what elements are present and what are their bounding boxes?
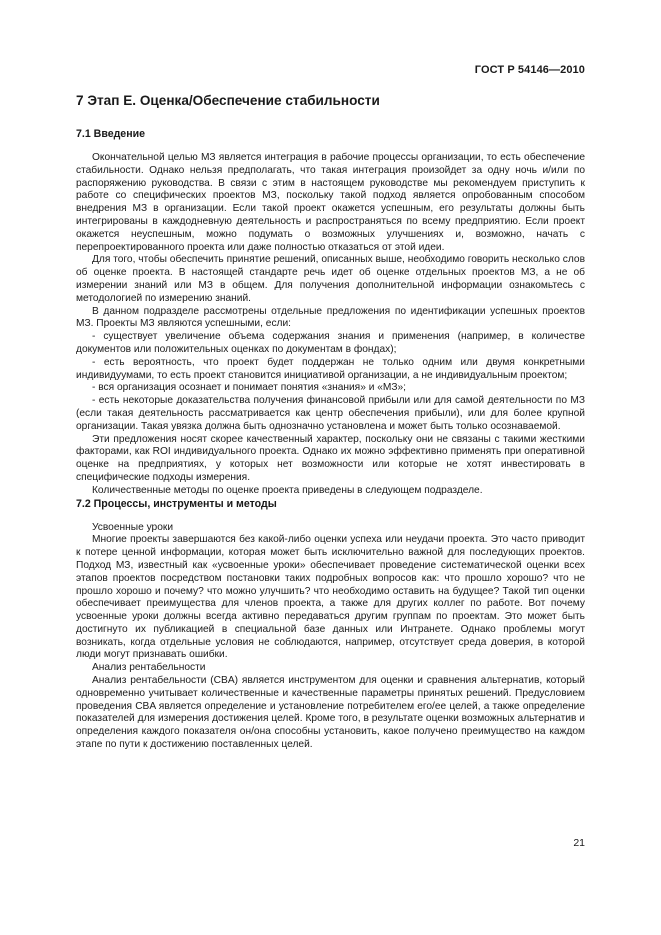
subsection-title-intro: 7.1 Введение [76,128,146,140]
page-content [76,92,585,752]
paragraph: Количественные методы по оценке проекта приведены в следующем подразделе. [92,484,483,496]
paragraph: Для того, чтобы обеспечить принятие решений, описанных выше, необходимо говорить несколько слов об оценке проекта. В настоящей стандарте речь идет об оценке отдельных проектов МЗ, а не об измерении знаний или МЗ в общем. Для получения дополнительной информации ознакомьтесь с методологией по измерению знаний. [76,254,585,304]
paragraph: Анализ рентабельности (CBA) является инструментом для оценки и сравнения альтернатив, который одновременно учитывает количественные и качественные параметры принятых решений. Предусловием проведения CBA является определение и установление потребителем его/ее целей, а также определение показателей для измерения достижения целей. Кроме того, в результате оценки возможных альтернатив и определения каждого показателя он/она способны установить, какое получено преимущество на каждом этапе по пути к достижению поставленных целей. [76,675,585,751]
section-title: 7 Этап Е. Оценка/Обеспечение стабильности [76,93,380,108]
list-item: - существует увеличение объема содержания знания и применения (например, в количестве документов или положительных оценках по документам в фондах); [76,331,585,355]
page-number: 21 [573,837,585,849]
subsection-title-processes: 7.2 Процессы, инструменты и методы [76,497,277,510]
list-item: - есть вероятность, что проект будет поддержан не только одним или двумя конкретными индивидуумами, то есть проект становится инициативой организации, а не индивидуальным проектом; [76,356,585,381]
standard-designation: ГОСТ Р 54146—2010 [474,64,585,76]
list-item: - есть некоторые доказательства получения финансовой прибыли или для самой деятельности по МЗ (если такая деятельность рассматривается как центр обеспечения прибыли), или для более крупной организации. Такая увязка должна быть однозначно установлена и может быть только осознаваемой. [76,395,585,432]
paragraph: В данном подразделе рассмотрены отдельные предложения по идентификации успешных проектов МЗ. Проекты МЗ являются успешными, если: [76,305,585,330]
paragraph: Многие проекты завершаются без какой-либо оценки успеха или неудачи проекта. Это часто приводит к потере ценной информации, которая может быть исключительно важной для последующих проектов. Подход МЗ, известный как «усвоенные уроки» обеспечивает проведение систематической оценки всех этапов проектов посредством постановки таких подробных вопросов как: что прошло хорошо? что не прошло хорошо и почему? что можно улучшить? что необходимо оставить на будущее? Такой тип оценки обеспечивает преимущества для членов проекта, а также для других коллег по работе. Вот почему усвоенные уроки должны всегда активно передаваться другим группам по проектам. Это может быть достигнуто их публикацией в специальной базе данных или Интранете. Однако проблемы могут возникать, когда отдельные условия не соблюдаются, например, отсутствует среда доверия, в которой люди могут признавать ошибки. [76,534,585,661]
paragraph: Окончательной целью МЗ является интеграция в рабочие процессы организации, то есть обеспечение стабильности. Однако нельзя предполагать, что такая интеграция произойдет за одну ночь и/или по распоряжению руководства. В связи с этим в настоящем руководстве мы рекомендуем приступить к работе со специфических проектов МЗ, поскольку такой подход является опробованным способом внедрения МЗ в организации. Если такой проект окажется успешным, его результаты должны быть интегрированы в каждодневную деятельность и распространяться по всему предприятию. Если проект окажется неуспешным, можно подумать о возможных улучшениях и, возможно, начать с перепроектированного проекта или даже полностью отказаться от этой идеи. [76,152,585,253]
paragraph-heading: Анализ рентабельности [92,662,206,674]
paragraph-heading: Усвоенные уроки [92,521,174,533]
paragraph: Эти предложения носят скорее качественный характер, поскольку они не связаны с такими жесткими факторами, как ROI индивидуального проекта. Однако их можно эффективно применять при оперативной оценке на предприятиях, у которых нет возможности или которые не хотят инвестировать в специфические подходы измерения. [76,433,585,483]
list-item: - вся организация осознает и понимает понятия «знания» и «МЗ»; [92,382,407,394]
